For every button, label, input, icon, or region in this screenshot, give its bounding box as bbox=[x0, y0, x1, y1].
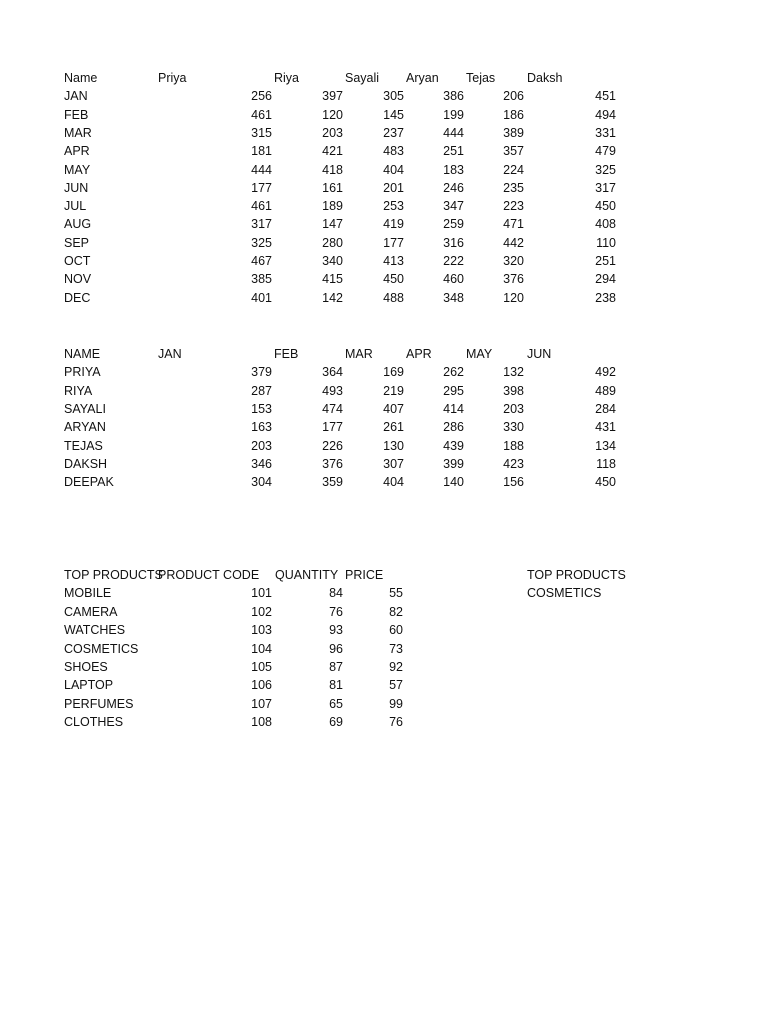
row-label: MAY bbox=[64, 163, 91, 177]
data-cell: 357 bbox=[503, 144, 524, 158]
data-cell: 450 bbox=[595, 475, 616, 489]
data-cell: 163 bbox=[251, 420, 272, 434]
table-row bbox=[0, 695, 768, 713]
data-cell: 413 bbox=[383, 254, 404, 268]
column-header: PRICE bbox=[345, 568, 384, 582]
table-row bbox=[0, 215, 768, 233]
data-cell: 81 bbox=[329, 678, 343, 692]
header-row bbox=[0, 69, 768, 87]
data-cell: 330 bbox=[503, 420, 524, 434]
data-cell: 295 bbox=[443, 384, 464, 398]
data-cell: 92 bbox=[389, 660, 403, 674]
header-row bbox=[0, 345, 768, 363]
table-row bbox=[0, 455, 768, 473]
data-cell: 177 bbox=[322, 420, 343, 434]
data-cell: 317 bbox=[251, 217, 272, 231]
data-cell: 256 bbox=[251, 89, 272, 103]
data-cell: 376 bbox=[503, 272, 524, 286]
data-cell: 494 bbox=[595, 108, 616, 122]
data-cell: 305 bbox=[383, 89, 404, 103]
table-row bbox=[0, 640, 768, 658]
row-label: NOV bbox=[64, 272, 92, 286]
data-cell: 120 bbox=[322, 108, 343, 122]
table-row bbox=[0, 437, 768, 455]
data-cell: 206 bbox=[503, 89, 524, 103]
data-cell: 376 bbox=[322, 457, 343, 471]
data-cell: 251 bbox=[443, 144, 464, 158]
table-row bbox=[0, 179, 768, 197]
column-header: Tejas bbox=[466, 71, 496, 85]
data-cell: 259 bbox=[443, 217, 464, 231]
data-cell: 65 bbox=[329, 697, 343, 711]
data-cell: 142 bbox=[322, 291, 343, 305]
table-row bbox=[0, 106, 768, 124]
data-cell: 483 bbox=[383, 144, 404, 158]
data-cell: 222 bbox=[443, 254, 464, 268]
data-cell: 379 bbox=[251, 365, 272, 379]
summary-value: COSMETICS bbox=[527, 586, 602, 600]
data-cell: 450 bbox=[595, 199, 616, 213]
column-header: Name bbox=[64, 71, 98, 85]
row-label: APR bbox=[64, 144, 90, 158]
row-label: CAMERA bbox=[64, 605, 118, 619]
data-cell: 84 bbox=[329, 586, 343, 600]
data-cell: 189 bbox=[322, 199, 343, 213]
data-cell: 471 bbox=[503, 217, 524, 231]
table-row bbox=[0, 621, 768, 639]
row-label: ARYAN bbox=[64, 420, 106, 434]
data-cell: 261 bbox=[383, 420, 404, 434]
row-label: FEB bbox=[64, 108, 89, 122]
table-row bbox=[0, 382, 768, 400]
data-cell: 450 bbox=[383, 272, 404, 286]
data-cell: 203 bbox=[503, 402, 524, 416]
row-label: DEC bbox=[64, 291, 91, 305]
data-cell: 55 bbox=[389, 586, 403, 600]
column-header: TOP PRODUCTS bbox=[64, 568, 163, 582]
data-cell: 251 bbox=[595, 254, 616, 268]
data-cell: 442 bbox=[503, 236, 524, 250]
data-cell: 106 bbox=[251, 678, 272, 692]
data-cell: 177 bbox=[383, 236, 404, 250]
data-cell: 147 bbox=[322, 217, 343, 231]
table-row bbox=[0, 363, 768, 381]
data-cell: 105 bbox=[251, 660, 272, 674]
data-cell: 451 bbox=[595, 89, 616, 103]
data-cell: 418 bbox=[322, 163, 343, 177]
data-cell: 237 bbox=[383, 126, 404, 140]
column-header: FEB bbox=[274, 347, 299, 361]
data-cell: 181 bbox=[251, 144, 272, 158]
column-header: PRODUCT CODE bbox=[158, 568, 260, 582]
data-cell: 421 bbox=[322, 144, 343, 158]
column-header: Sayali bbox=[345, 71, 380, 85]
data-cell: 404 bbox=[383, 475, 404, 489]
table-row bbox=[0, 87, 768, 105]
data-cell: 325 bbox=[595, 163, 616, 177]
data-cell: 431 bbox=[595, 420, 616, 434]
column-header: JUN bbox=[527, 347, 552, 361]
data-cell: 169 bbox=[383, 365, 404, 379]
column-header: JAN bbox=[158, 347, 182, 361]
data-cell: 331 bbox=[595, 126, 616, 140]
data-cell: 467 bbox=[251, 254, 272, 268]
data-cell: 253 bbox=[383, 199, 404, 213]
data-cell: 407 bbox=[383, 402, 404, 416]
data-cell: 57 bbox=[389, 678, 403, 692]
data-cell: 102 bbox=[251, 605, 272, 619]
table-row bbox=[0, 603, 768, 621]
data-cell: 399 bbox=[443, 457, 464, 471]
table-row bbox=[0, 197, 768, 215]
data-cell: 262 bbox=[443, 365, 464, 379]
data-cell: 76 bbox=[389, 715, 403, 729]
data-cell: 87 bbox=[329, 660, 343, 674]
data-cell: 156 bbox=[503, 475, 524, 489]
data-cell: 120 bbox=[503, 291, 524, 305]
table-row bbox=[0, 142, 768, 160]
data-cell: 389 bbox=[503, 126, 524, 140]
row-label: DAKSH bbox=[64, 457, 108, 471]
data-cell: 385 bbox=[251, 272, 272, 286]
row-label: PRIYA bbox=[64, 365, 101, 379]
row-label: JUN bbox=[64, 181, 89, 195]
data-cell: 96 bbox=[329, 642, 343, 656]
data-cell: 294 bbox=[595, 272, 616, 286]
column-header: QUANTITY bbox=[275, 568, 339, 582]
data-cell: 439 bbox=[443, 439, 464, 453]
column-header: APR bbox=[406, 347, 432, 361]
data-cell: 219 bbox=[383, 384, 404, 398]
data-cell: 130 bbox=[383, 439, 404, 453]
data-cell: 246 bbox=[443, 181, 464, 195]
data-cell: 488 bbox=[383, 291, 404, 305]
data-cell: 60 bbox=[389, 623, 403, 637]
table-row bbox=[0, 713, 768, 731]
data-cell: 397 bbox=[322, 89, 343, 103]
data-cell: 73 bbox=[389, 642, 403, 656]
row-label: MOBILE bbox=[64, 586, 112, 600]
data-cell: 118 bbox=[596, 457, 616, 471]
data-cell: 287 bbox=[251, 384, 272, 398]
data-cell: 419 bbox=[383, 217, 404, 231]
row-label: PERFUMES bbox=[64, 697, 134, 711]
row-label: RIYA bbox=[64, 384, 93, 398]
column-header: Riya bbox=[274, 71, 300, 85]
row-label: CLOTHES bbox=[64, 715, 124, 729]
data-cell: 340 bbox=[322, 254, 343, 268]
data-cell: 325 bbox=[251, 236, 272, 250]
data-cell: 101 bbox=[251, 586, 272, 600]
data-cell: 104 bbox=[251, 642, 272, 656]
data-cell: 99 bbox=[389, 697, 403, 711]
data-cell: 140 bbox=[443, 475, 464, 489]
data-cell: 161 bbox=[322, 181, 343, 195]
data-cell: 401 bbox=[251, 291, 272, 305]
data-cell: 238 bbox=[595, 291, 616, 305]
row-label: SEP bbox=[64, 236, 90, 250]
data-cell: 203 bbox=[322, 126, 343, 140]
data-cell: 386 bbox=[443, 89, 464, 103]
table-row bbox=[0, 418, 768, 436]
data-cell: 415 bbox=[322, 272, 343, 286]
row-label: LAPTOP bbox=[64, 678, 114, 692]
data-cell: 224 bbox=[503, 163, 524, 177]
column-header: MAY bbox=[466, 347, 493, 361]
row-label: AUG bbox=[64, 217, 92, 231]
data-cell: 347 bbox=[443, 199, 464, 213]
data-cell: 93 bbox=[329, 623, 343, 637]
row-label: OCT bbox=[64, 254, 91, 268]
data-cell: 398 bbox=[503, 384, 524, 398]
table-row bbox=[0, 289, 768, 307]
data-cell: 188 bbox=[503, 439, 524, 453]
summary-label: TOP PRODUCTS bbox=[527, 568, 626, 582]
table-row bbox=[0, 400, 768, 418]
row-label: TEJAS bbox=[64, 439, 103, 453]
data-cell: 153 bbox=[251, 402, 272, 416]
summary-header-row bbox=[0, 566, 768, 584]
data-cell: 492 bbox=[595, 365, 616, 379]
table-row bbox=[0, 124, 768, 142]
data-cell: 307 bbox=[383, 457, 404, 471]
data-cell: 280 bbox=[322, 236, 343, 250]
data-cell: 110 bbox=[596, 236, 616, 250]
data-cell: 286 bbox=[443, 420, 464, 434]
column-header: Daksh bbox=[527, 71, 563, 85]
data-cell: 134 bbox=[595, 439, 616, 453]
table-row bbox=[0, 234, 768, 252]
row-label: COSMETICS bbox=[64, 642, 139, 656]
data-cell: 235 bbox=[503, 181, 524, 195]
data-cell: 132 bbox=[503, 365, 524, 379]
data-cell: 493 bbox=[322, 384, 343, 398]
data-cell: 346 bbox=[251, 457, 272, 471]
column-header: NAME bbox=[64, 347, 101, 361]
row-label: JUL bbox=[64, 199, 87, 213]
data-cell: 76 bbox=[329, 605, 343, 619]
data-cell: 304 bbox=[251, 475, 272, 489]
data-cell: 474 bbox=[322, 402, 343, 416]
data-cell: 460 bbox=[443, 272, 464, 286]
row-label: DEEPAK bbox=[64, 475, 114, 489]
data-cell: 103 bbox=[251, 623, 272, 637]
data-cell: 414 bbox=[443, 402, 464, 416]
data-cell: 145 bbox=[383, 108, 404, 122]
data-cell: 364 bbox=[322, 365, 343, 379]
data-cell: 359 bbox=[322, 475, 343, 489]
column-header: Priya bbox=[158, 71, 187, 85]
data-cell: 479 bbox=[595, 144, 616, 158]
data-cell: 177 bbox=[251, 181, 272, 195]
data-cell: 108 bbox=[251, 715, 272, 729]
table-row bbox=[0, 252, 768, 270]
data-cell: 199 bbox=[443, 108, 464, 122]
data-cell: 201 bbox=[383, 181, 404, 195]
data-cell: 69 bbox=[329, 715, 343, 729]
data-cell: 316 bbox=[443, 236, 464, 250]
data-cell: 107 bbox=[251, 697, 272, 711]
summary-value-row bbox=[0, 584, 768, 602]
data-cell: 408 bbox=[595, 217, 616, 231]
data-cell: 461 bbox=[251, 108, 272, 122]
data-cell: 226 bbox=[322, 439, 343, 453]
data-cell: 461 bbox=[251, 199, 272, 213]
table-row bbox=[0, 270, 768, 288]
data-cell: 348 bbox=[443, 291, 464, 305]
data-cell: 489 bbox=[595, 384, 616, 398]
column-header: Aryan bbox=[406, 71, 439, 85]
data-cell: 423 bbox=[503, 457, 524, 471]
data-cell: 223 bbox=[503, 199, 524, 213]
table-row bbox=[0, 676, 768, 694]
data-cell: 444 bbox=[251, 163, 272, 177]
row-label: WATCHES bbox=[64, 623, 126, 637]
data-cell: 315 bbox=[251, 126, 272, 140]
row-label: MAR bbox=[64, 126, 92, 140]
data-cell: 317 bbox=[595, 181, 616, 195]
data-cell: 183 bbox=[443, 163, 464, 177]
data-cell: 82 bbox=[389, 605, 403, 619]
table-row bbox=[0, 161, 768, 179]
data-cell: 203 bbox=[251, 439, 272, 453]
data-cell: 404 bbox=[383, 163, 404, 177]
table-row bbox=[0, 658, 768, 676]
table-row bbox=[0, 473, 768, 491]
row-label: SAYALI bbox=[64, 402, 106, 416]
row-label: JAN bbox=[64, 89, 88, 103]
data-cell: 284 bbox=[595, 402, 616, 416]
data-cell: 320 bbox=[503, 254, 524, 268]
data-cell: 186 bbox=[503, 108, 524, 122]
row-label: SHOES bbox=[64, 660, 108, 674]
column-header: MAR bbox=[345, 347, 373, 361]
data-cell: 444 bbox=[443, 126, 464, 140]
